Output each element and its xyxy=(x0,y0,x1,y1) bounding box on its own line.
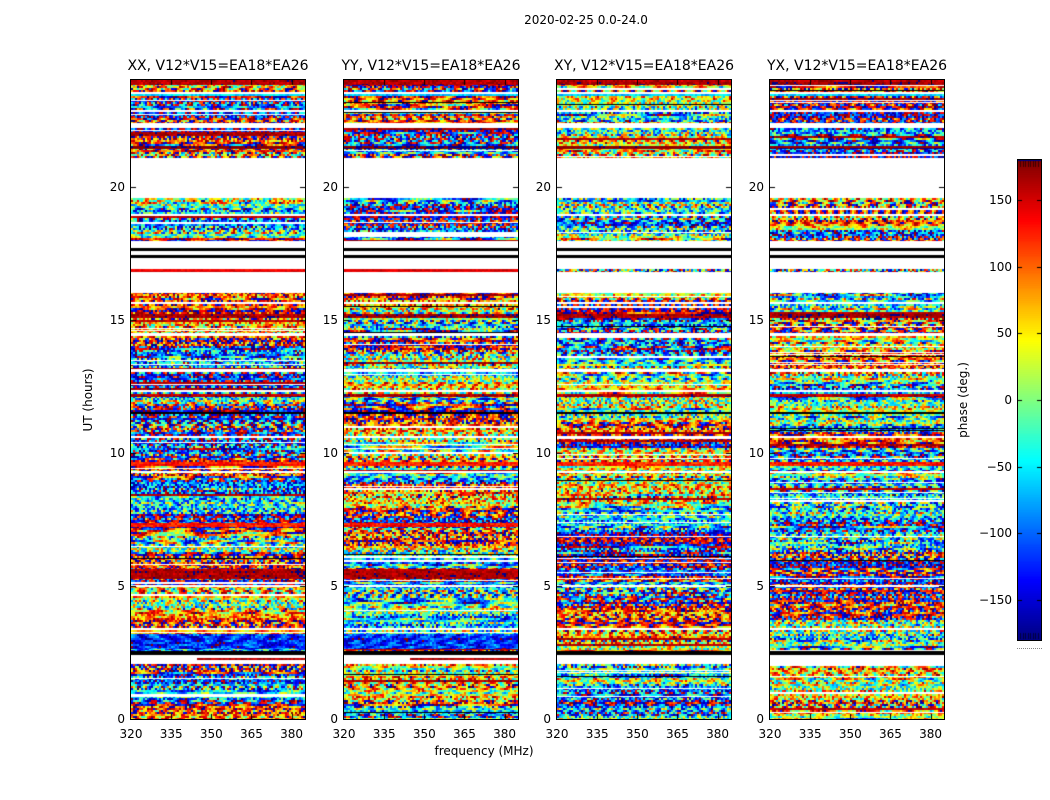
colorbar-tick-label: 100 xyxy=(989,259,1012,274)
x-tick-label: 350 xyxy=(412,727,436,741)
x-tick-label: 320 xyxy=(332,727,356,741)
panel-title-xy: XY, V12*V15=EA18*EA26 xyxy=(553,58,735,74)
panel-title-yy: YY, V12*V15=EA18*EA26 xyxy=(341,58,521,74)
x-tick-label: 335 xyxy=(798,727,822,741)
x-tick-label: 350 xyxy=(199,727,223,741)
colorbar-end-dotted-line xyxy=(1017,648,1042,649)
x-tick-label: 335 xyxy=(159,727,183,741)
colorbar-tick-label: −150 xyxy=(979,593,1012,607)
colorbar-tick-label: 150 xyxy=(989,193,1012,207)
x-tick-label: 380 xyxy=(706,727,730,741)
heatmap-panel-yx xyxy=(769,79,945,720)
x-tick-label: 365 xyxy=(240,727,263,741)
y-tick-label: 20 xyxy=(109,179,125,194)
x-tick-label: 335 xyxy=(585,727,609,741)
y-tick-label: 20 xyxy=(535,179,551,194)
x-tick-label: 350 xyxy=(625,727,649,741)
y-tick-label: 15 xyxy=(535,312,551,327)
y-tick-label: 5 xyxy=(543,578,551,593)
colorbar-tick-label: −100 xyxy=(979,526,1012,541)
y-tick-label: 15 xyxy=(322,312,338,327)
x-tick-label: 335 xyxy=(372,727,396,741)
heatmap-panel-xx xyxy=(130,79,306,720)
colorbar-label: phase (deg.) xyxy=(956,362,970,438)
y-tick-label: 0 xyxy=(543,712,551,726)
y-tick-label: 10 xyxy=(748,445,764,460)
x-tick-label: 320 xyxy=(545,727,569,741)
figure-title: 2020-02-25 0.0-24.0 xyxy=(524,13,648,27)
x-tick-label: 380 xyxy=(280,727,304,741)
colorbar-tick-label: −50 xyxy=(986,459,1012,474)
y-tick-label: 15 xyxy=(748,312,764,327)
colorbar-tick-label: 50 xyxy=(996,326,1012,341)
y-tick-label: 5 xyxy=(117,578,125,593)
x-tick-label: 365 xyxy=(879,727,902,741)
y-tick-label: 5 xyxy=(756,578,764,593)
panel-title-yx: YX, V12*V15=EA18*EA26 xyxy=(766,58,948,74)
y-tick-label: 0 xyxy=(330,712,338,726)
x-tick-label: 350 xyxy=(838,727,862,741)
x-tick-label: 380 xyxy=(493,727,517,741)
heatmap-panel-yy xyxy=(343,79,519,720)
y-tick-label: 5 xyxy=(330,578,338,593)
colorbar xyxy=(1017,159,1042,641)
y-axis-label: UT (hours) xyxy=(81,368,95,432)
x-tick-label: 320 xyxy=(119,727,143,741)
y-tick-label: 0 xyxy=(756,712,764,726)
x-tick-label: 365 xyxy=(453,727,476,741)
y-tick-label: 10 xyxy=(109,445,125,460)
y-tick-label: 10 xyxy=(535,445,551,460)
x-tick-label: 365 xyxy=(666,727,689,741)
y-tick-label: 20 xyxy=(748,179,764,194)
y-tick-label: 20 xyxy=(322,179,338,194)
y-tick-label: 10 xyxy=(322,445,338,460)
x-tick-label: 320 xyxy=(758,727,782,741)
panel-title-xx: XX, V12*V15=EA18*EA26 xyxy=(127,58,309,74)
x-axis-label: frequency (MHz) xyxy=(434,744,534,758)
colorbar-tick-label: 0 xyxy=(1004,393,1012,407)
y-tick-label: 0 xyxy=(117,712,125,726)
heatmap-panel-xy xyxy=(556,79,732,720)
x-tick-label: 380 xyxy=(919,727,943,741)
y-tick-label: 15 xyxy=(109,312,125,327)
